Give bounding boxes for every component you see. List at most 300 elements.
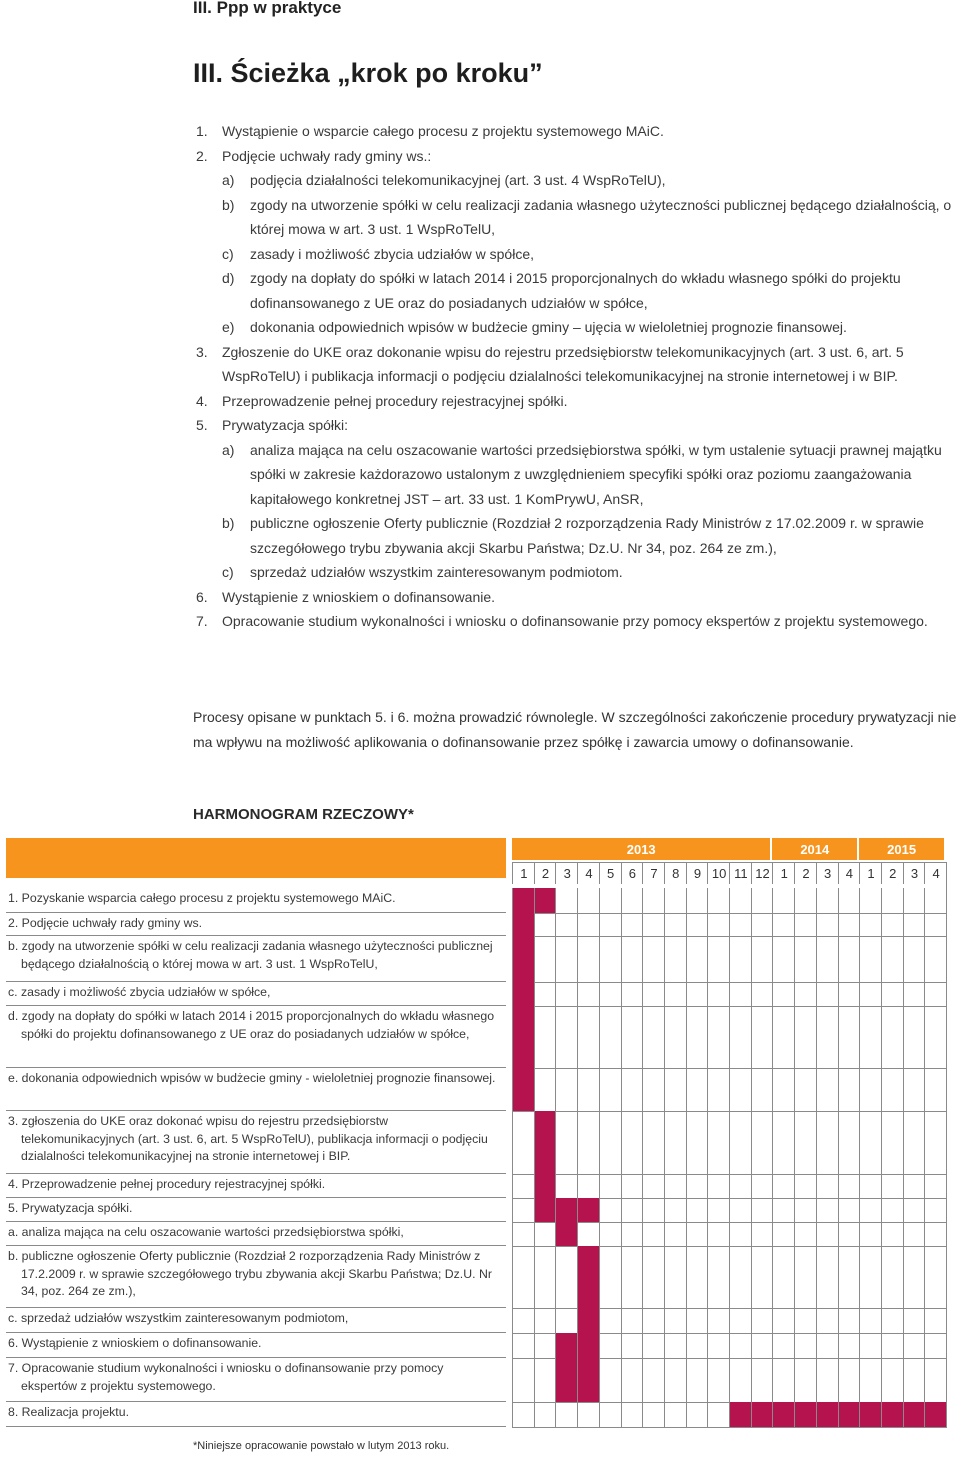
schedule-empty-cell (664, 1308, 687, 1334)
schedule-period-header: 9 (686, 862, 709, 884)
schedule-empty-cell (794, 1333, 817, 1359)
schedule-empty-cell (859, 1222, 882, 1247)
schedule-empty-cell (534, 1333, 557, 1359)
section-header: III. Ppp w praktyce (193, 0, 342, 17)
schedule-period-header: 2 (881, 862, 904, 884)
schedule-empty-cell (838, 888, 861, 914)
schedule-empty-cell (903, 982, 926, 1007)
schedule-bar-cell (838, 1402, 861, 1428)
schedule-empty-cell (686, 1402, 709, 1428)
schedule-empty-cell (729, 1198, 752, 1223)
schedule-empty-cell (534, 1402, 557, 1428)
schedule-empty-cell (751, 1222, 774, 1247)
step-item (196, 389, 960, 414)
schedule-empty-cell (621, 936, 644, 983)
schedule-bar-cell (729, 1402, 752, 1428)
schedule-bar-cell (816, 1402, 839, 1428)
step-text: Przeprowadzenie pełnej procedury rejestracyjnej spółki. (222, 392, 568, 409)
schedule-label-header (6, 838, 506, 878)
schedule-empty-cell (642, 1246, 665, 1309)
schedule-empty-cell (903, 913, 926, 937)
schedule-row-label (6, 1222, 506, 1246)
schedule-empty-cell (903, 1333, 926, 1359)
schedule-empty-cell (686, 913, 709, 937)
schedule-empty-cell (772, 1198, 795, 1223)
schedule-empty-cell (707, 1198, 730, 1223)
schedule-bar-cell (512, 888, 535, 914)
schedule-row-label (6, 1111, 506, 1174)
schedule-empty-cell (664, 1111, 687, 1175)
step-item (196, 560, 960, 585)
step-text: Opracowanie studium wykonalności i wniosku o dofinansowanie przy pomocy ekspertów z projektu systemowego. (222, 613, 928, 629)
schedule-empty-cell (686, 982, 709, 1007)
schedule-empty-cell (621, 1068, 644, 1112)
schedule-empty-cell (794, 913, 817, 937)
step-marker: 2. (196, 147, 208, 164)
schedule-empty-cell (881, 1111, 904, 1175)
schedule-row-text: 8. Realizacja projektu. (8, 1405, 129, 1419)
schedule-empty-cell (707, 1174, 730, 1199)
schedule-empty-cell (707, 1246, 730, 1309)
schedule-empty-cell (621, 1006, 644, 1069)
step-text: sprzedaż udziałów wszystkim zainteresowanym podmiotom. (250, 564, 623, 580)
schedule-bar-cell (512, 936, 535, 983)
schedule-empty-cell (729, 1222, 752, 1247)
schedule-empty-cell (621, 1174, 644, 1199)
schedule-empty-cell (707, 982, 730, 1007)
schedule-empty-cell (707, 1068, 730, 1112)
schedule-empty-cell (816, 1006, 839, 1069)
schedule-empty-cell (772, 1333, 795, 1359)
schedule-empty-cell (751, 982, 774, 1007)
schedule-empty-cell (816, 1198, 839, 1223)
step-text: Prywatyzacja spółki: (222, 417, 349, 433)
schedule-empty-cell (686, 1111, 709, 1175)
schedule-period-header: 12 (751, 862, 774, 884)
schedule-empty-cell (924, 1174, 947, 1199)
schedule-empty-cell (621, 1308, 644, 1334)
schedule-empty-cell (924, 1222, 947, 1247)
schedule-header-line (512, 862, 947, 863)
schedule-empty-cell (534, 1246, 557, 1309)
schedule-empty-cell (555, 1308, 578, 1334)
schedule-empty-cell (642, 1222, 665, 1247)
schedule-empty-cell (838, 1222, 861, 1247)
schedule-empty-cell (729, 1174, 752, 1199)
schedule-empty-cell (534, 982, 557, 1007)
step-text: zgody na utworzenie spółki w celu realizacji zadania własnego użyteczności publicznej będącego działalnością, o której mowa w art. 3 ust. 1 WspRoTelU, (250, 196, 952, 237)
steps-list (196, 119, 960, 634)
schedule-empty-cell (577, 1068, 600, 1112)
step-marker: 4. (196, 392, 208, 409)
schedule-empty-cell (686, 1333, 709, 1359)
step-text: Wystąpienie z wnioskiem o dofinansowanie. (222, 588, 496, 605)
step-item (196, 193, 960, 242)
schedule-bar-cell (534, 1198, 557, 1223)
schedule-row-text: c. sprzedaż udziałów wszystkim zainteresowanym podmiotom, (8, 1311, 349, 1325)
schedule-empty-cell (772, 1068, 795, 1112)
step-marker: 7. (196, 613, 208, 629)
schedule-empty-cell (642, 936, 665, 983)
schedule-empty-cell (577, 936, 600, 983)
schedule-empty-cell (838, 1358, 861, 1403)
schedule-empty-cell (642, 1308, 665, 1334)
schedule-empty-cell (555, 888, 578, 914)
schedule-empty-cell (859, 1198, 882, 1223)
schedule-empty-cell (599, 1358, 622, 1403)
schedule-empty-cell (686, 1358, 709, 1403)
schedule-period-header: 2 (794, 862, 817, 884)
schedule-empty-cell (534, 1006, 557, 1069)
schedule-period-header: 3 (816, 862, 839, 884)
schedule-empty-cell (903, 1246, 926, 1309)
schedule-empty-cell (751, 1308, 774, 1334)
step-item (196, 511, 960, 560)
schedule-empty-cell (794, 1246, 817, 1309)
schedule-empty-cell (924, 936, 947, 983)
schedule-empty-cell (881, 1358, 904, 1403)
schedule-empty-cell (881, 888, 904, 914)
schedule-empty-cell (642, 1402, 665, 1428)
schedule-bar-cell (512, 1006, 535, 1069)
schedule-empty-cell (707, 936, 730, 983)
step-marker: d) (222, 270, 235, 286)
schedule-empty-cell (686, 1222, 709, 1247)
schedule-empty-cell (794, 888, 817, 914)
schedule-empty-cell (772, 1246, 795, 1309)
schedule-empty-cell (924, 1308, 947, 1334)
schedule-empty-cell (512, 1333, 535, 1359)
schedule-period-header: 1 (772, 862, 795, 884)
schedule-empty-cell (621, 1402, 644, 1428)
schedule-period-header: 7 (642, 862, 665, 884)
step-text: Zgłoszenie do UKE oraz dokonanie wpisu do rejestru przedsiębiorstw telekomunikacyjnych (art. 3 ust. 6, art. 5 WspRoTelU) i publikacja informacji o podjęciu dzialalności telekomunikacyjnej na stronie internetowej i w BIP. (222, 343, 904, 384)
schedule-empty-cell (707, 1358, 730, 1403)
schedule-empty-cell (621, 1111, 644, 1175)
schedule-empty-cell (686, 936, 709, 983)
schedule-empty-cell (512, 1308, 535, 1334)
schedule-empty-cell (599, 1308, 622, 1334)
schedule-empty-cell (859, 982, 882, 1007)
schedule-period-header: 4 (838, 862, 861, 884)
schedule-empty-cell (577, 913, 600, 937)
schedule-empty-cell (881, 1246, 904, 1309)
schedule-period-header: 2 (534, 862, 557, 884)
step-text: Podjęcie uchwały rady gminy ws.: (222, 147, 432, 164)
schedule-bar-cell (924, 1402, 947, 1428)
step-marker: 6. (196, 588, 208, 605)
schedule-empty-cell (686, 1006, 709, 1069)
schedule-row-text: 6. Wystąpienie z wnioskiem o dofinansowanie. (8, 1336, 262, 1350)
schedule-empty-cell (642, 1358, 665, 1403)
schedule-empty-cell (816, 913, 839, 937)
schedule-empty-cell (555, 1068, 578, 1112)
schedule-empty-cell (707, 913, 730, 937)
schedule-empty-cell (751, 1174, 774, 1199)
schedule-empty-cell (642, 1006, 665, 1069)
schedule-empty-cell (707, 888, 730, 914)
schedule-empty-cell (772, 1174, 795, 1199)
schedule-empty-cell (686, 1068, 709, 1112)
schedule-empty-cell (903, 1111, 926, 1175)
schedule-empty-cell (903, 888, 926, 914)
schedule-bar-cell (794, 1402, 817, 1428)
schedule-row-label (6, 1308, 506, 1333)
schedule-year-header: 2013 (512, 838, 772, 860)
schedule-empty-cell (599, 1006, 622, 1069)
schedule-empty-cell (838, 982, 861, 1007)
schedule-empty-cell (838, 1006, 861, 1069)
schedule-empty-cell (577, 1006, 600, 1069)
schedule-empty-cell (599, 1246, 622, 1309)
step-marker: 3. (196, 343, 208, 360)
schedule-bar-cell (859, 1402, 882, 1428)
schedule-empty-cell (512, 1111, 535, 1175)
schedule-row-label (6, 1198, 506, 1222)
schedule-empty-cell (859, 1111, 882, 1175)
step-item (196, 266, 960, 315)
parallel-note: Procesy opisane w punktach 5. i 6. można prowadzić równolegle. W szczególności zakończenie procedury prywatyzacji nie ma wpływu na możliwość aplikowania o dofinansowanie przez spółkę i zawarcia umowy o dofinansowanie. (193, 709, 957, 750)
schedule-bar-cell (881, 1402, 904, 1428)
schedule-empty-cell (642, 1111, 665, 1175)
schedule-row-text: 7. Opracowanie studium wykonalności i wniosku o dofinansowanie przy pomocy ekspertów z projektu systemowego. (8, 1361, 444, 1393)
schedule-empty-cell (772, 913, 795, 937)
schedule-empty-cell (794, 1068, 817, 1112)
schedule-empty-cell (859, 1333, 882, 1359)
schedule-empty-cell (664, 1198, 687, 1223)
schedule-empty-cell (751, 1111, 774, 1175)
schedule-row-label (6, 982, 506, 1006)
schedule-bar-cell (577, 1308, 600, 1334)
schedule-empty-cell (903, 1198, 926, 1223)
schedule-empty-cell (816, 1174, 839, 1199)
step-item (196, 315, 960, 340)
schedule-empty-cell (903, 1006, 926, 1069)
schedule-empty-cell (881, 1068, 904, 1112)
schedule-empty-cell (664, 1068, 687, 1112)
schedule-empty-cell (751, 936, 774, 983)
schedule-row-label (6, 1358, 506, 1402)
schedule-period-header: 4 (924, 862, 947, 884)
schedule-empty-cell (664, 913, 687, 937)
schedule-empty-cell (772, 1006, 795, 1069)
schedule-empty-cell (686, 1198, 709, 1223)
schedule-empty-cell (772, 1308, 795, 1334)
schedule-row-text: d. zgody na dopłaty do spółki w latach 2014 i 2015 proporcjonalnych do wkładu własnego spółki do projektu dofinansowanego z UE oraz do posiadanych udziałów w spółce, (8, 1009, 495, 1041)
schedule-empty-cell (881, 936, 904, 983)
schedule-row-text: a. analiza mająca na celu oszacowanie wartości przedsiębiorstwa spółki, (8, 1225, 404, 1239)
schedule-empty-cell (729, 1111, 752, 1175)
schedule-empty-cell (555, 982, 578, 1007)
schedule-bar-cell (577, 1198, 600, 1223)
schedule-empty-cell (859, 1246, 882, 1309)
schedule-empty-cell (816, 1111, 839, 1175)
schedule-empty-cell (577, 1222, 600, 1247)
schedule-empty-cell (642, 888, 665, 914)
schedule-empty-cell (512, 1246, 535, 1309)
step-item (196, 413, 960, 438)
schedule-period-header: 3 (903, 862, 926, 884)
schedule-empty-cell (577, 1174, 600, 1199)
schedule-empty-cell (729, 1333, 752, 1359)
step-text: Wystąpienie o wsparcie całego procesu z projektu systemowego MAiC. (222, 123, 664, 139)
schedule-empty-cell (707, 1308, 730, 1334)
schedule-empty-cell (816, 1333, 839, 1359)
step-marker: 5. (196, 417, 208, 433)
schedule-empty-cell (664, 1222, 687, 1247)
schedule-year-header: 2014 (772, 838, 859, 860)
schedule-empty-cell (729, 1006, 752, 1069)
schedule-empty-cell (707, 1402, 730, 1428)
schedule-period-header: 8 (664, 862, 687, 884)
step-item (196, 144, 960, 169)
schedule-empty-cell (751, 888, 774, 914)
schedule-empty-cell (534, 1068, 557, 1112)
schedule-empty-cell (859, 1174, 882, 1199)
schedule-empty-cell (664, 1246, 687, 1309)
schedule-empty-cell (924, 913, 947, 937)
schedule-empty-cell (621, 1246, 644, 1309)
schedule-right-border (946, 862, 947, 1427)
schedule-empty-cell (707, 1006, 730, 1069)
schedule-row-label (6, 1333, 506, 1358)
schedule-period-header: 4 (577, 862, 600, 884)
schedule-empty-cell (707, 1333, 730, 1359)
schedule-empty-cell (816, 1358, 839, 1403)
schedule-empty-cell (924, 1198, 947, 1223)
schedule-period-header: 11 (729, 862, 752, 884)
schedule-empty-cell (729, 982, 752, 1007)
schedule-empty-cell (838, 1308, 861, 1334)
schedule-row-text: b. zgody na utworzenie spółki w celu realizacji zadania własnego użyteczności publicznej będącego działalnością o której mowa w art. 3 ust. 1 WspRoTelU, (8, 939, 493, 971)
schedule-empty-cell (621, 982, 644, 1007)
schedule-period-header: 3 (555, 862, 578, 884)
schedule-empty-cell (838, 1111, 861, 1175)
schedule-empty-cell (751, 913, 774, 937)
schedule-empty-cell (729, 1308, 752, 1334)
schedule-empty-cell (838, 1333, 861, 1359)
schedule-empty-cell (794, 1174, 817, 1199)
schedule-empty-cell (555, 913, 578, 937)
schedule-empty-cell (903, 1174, 926, 1199)
footnote: *Niniejsze opracowanie powstało w lutym 2013 roku. (193, 1440, 450, 1452)
schedule-empty-cell (772, 936, 795, 983)
schedule-empty-cell (794, 1222, 817, 1247)
schedule-empty-cell (816, 936, 839, 983)
schedule-bar-cell (512, 1068, 535, 1112)
schedule-empty-cell (816, 1308, 839, 1334)
schedule-empty-cell (903, 1222, 926, 1247)
schedule-period-header: 10 (707, 862, 730, 884)
schedule-empty-cell (859, 1068, 882, 1112)
schedule-heading: HARMONOGRAM RZECZOWY* (193, 806, 414, 823)
schedule-row-label (6, 936, 506, 982)
schedule-row-text: 1. Pozyskanie wsparcia całego procesu z projektu systemowego MAiC. (8, 891, 396, 905)
schedule-empty-cell (859, 1006, 882, 1069)
step-text: dokonania odpowiednich wpisów w budżecie gminy – ujęcia w wieloletniej prognozie finansowej. (250, 319, 847, 335)
schedule-empty-cell (881, 982, 904, 1007)
schedule-empty-cell (555, 1174, 578, 1199)
schedule-empty-cell (512, 1198, 535, 1223)
schedule-empty-cell (621, 913, 644, 937)
schedule-empty-cell (729, 888, 752, 914)
schedule-empty-cell (903, 1358, 926, 1403)
step-marker: a) (222, 441, 235, 458)
schedule-empty-cell (838, 1068, 861, 1112)
schedule-row-label (6, 1174, 506, 1198)
schedule-empty-cell (642, 913, 665, 937)
schedule-empty-cell (577, 888, 600, 914)
schedule-empty-cell (534, 1358, 557, 1403)
schedule-empty-cell (512, 1358, 535, 1403)
schedule-empty-cell (664, 1006, 687, 1069)
step-item (196, 168, 960, 193)
schedule-empty-cell (555, 1111, 578, 1175)
step-marker: b) (222, 515, 235, 531)
schedule-empty-cell (621, 1198, 644, 1223)
schedule-empty-cell (816, 1068, 839, 1112)
schedule-period-header: 6 (621, 862, 644, 884)
schedule-empty-cell (924, 1111, 947, 1175)
schedule-empty-cell (555, 1006, 578, 1069)
schedule-bar-cell (512, 982, 535, 1007)
schedule-bar-cell (512, 913, 535, 937)
schedule-empty-cell (664, 888, 687, 914)
schedule-empty-cell (642, 982, 665, 1007)
schedule-empty-cell (642, 1068, 665, 1112)
schedule-empty-cell (664, 1402, 687, 1428)
schedule-empty-cell (881, 1308, 904, 1334)
schedule-empty-cell (924, 982, 947, 1007)
schedule-bar-cell (577, 1246, 600, 1309)
schedule-empty-cell (881, 913, 904, 937)
schedule-empty-cell (534, 1222, 557, 1247)
schedule-empty-cell (686, 888, 709, 914)
schedule-empty-cell (599, 1111, 622, 1175)
step-item (196, 242, 960, 267)
schedule-empty-cell (512, 1402, 535, 1428)
schedule-bar-cell (577, 1358, 600, 1403)
schedule-bar-cell (772, 1402, 795, 1428)
schedule-empty-cell (859, 888, 882, 914)
schedule-empty-cell (599, 1174, 622, 1199)
schedule-empty-cell (599, 1068, 622, 1112)
schedule-empty-cell (534, 913, 557, 937)
schedule-empty-cell (577, 1111, 600, 1175)
schedule-empty-cell (903, 1308, 926, 1334)
schedule-empty-cell (838, 913, 861, 937)
schedule-row-label (6, 1246, 506, 1308)
schedule-empty-cell (512, 1174, 535, 1199)
schedule-empty-cell (599, 1402, 622, 1428)
schedule-empty-cell (881, 1198, 904, 1223)
schedule-period-header: 5 (599, 862, 622, 884)
schedule-bar-cell (534, 888, 557, 914)
schedule-empty-cell (924, 1006, 947, 1069)
schedule-empty-cell (838, 1174, 861, 1199)
schedule-empty-cell (707, 1111, 730, 1175)
schedule-empty-cell (751, 1246, 774, 1309)
schedule-empty-cell (924, 888, 947, 914)
schedule-empty-cell (512, 1222, 535, 1247)
schedule-row-label (6, 1402, 506, 1427)
step-item (196, 438, 960, 512)
schedule-period-header: 1 (512, 862, 535, 884)
schedule-empty-cell (664, 936, 687, 983)
schedule-row-label (6, 1006, 506, 1068)
schedule-empty-cell (686, 1246, 709, 1309)
schedule-empty-cell (772, 888, 795, 914)
